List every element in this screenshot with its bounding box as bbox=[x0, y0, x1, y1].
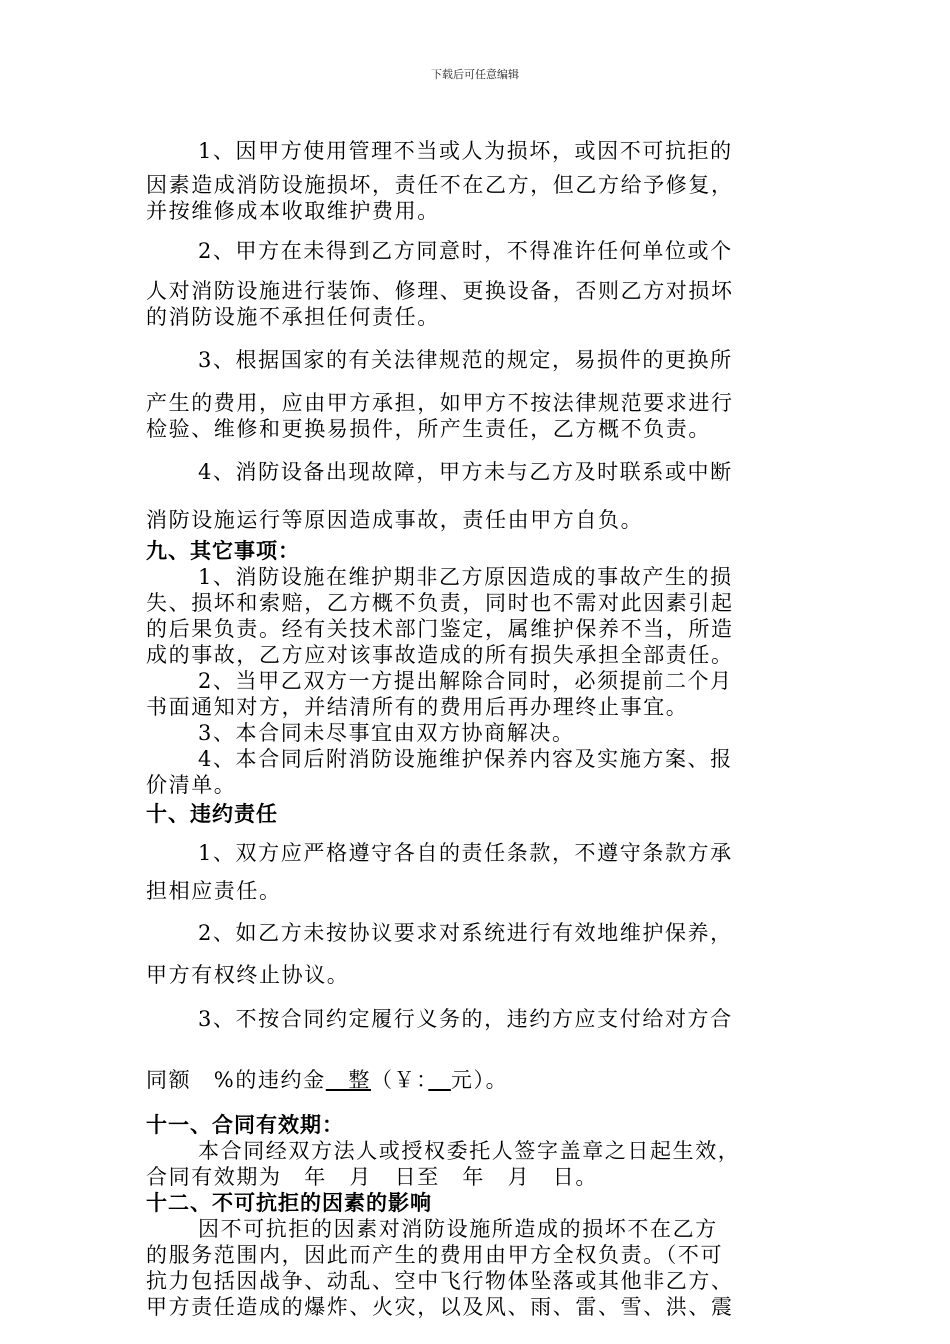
text-line: 甲方责任造成的爆炸、火灾，以及风、雨、雷、雪、洪、震 bbox=[146, 1295, 734, 1319]
section-heading: 十、违约责任 bbox=[146, 801, 278, 826]
penalty-amount-blank: 整 bbox=[325, 1068, 371, 1092]
text-line: 抗力包括因战争、动乱、空中飞行物体坠落或其他非乙方、 bbox=[146, 1269, 734, 1293]
text-line: 产生的费用，应由甲方承担，如甲方不按法律规范要求进行 bbox=[146, 391, 734, 415]
clause-12-1 bbox=[146, 1216, 826, 1320]
clause-10-1 bbox=[146, 830, 826, 906]
text-line: 的服务范围内，因此而产生的费用由甲方全权负责。（不可 bbox=[146, 1243, 724, 1267]
text-line: 2、甲方在未得到乙方同意时，不得准许任何单位或个 bbox=[198, 239, 733, 263]
text-line: 检验、维修和更换易损件，所产生责任，乙方概不负责。 bbox=[146, 417, 711, 441]
clause-10-2 bbox=[146, 906, 826, 990]
text-line: 的后果负责。经有关技术部门鉴定，属维护保养不当，所造 bbox=[146, 617, 734, 641]
text-line bbox=[146, 1048, 826, 1112]
clause-8-4 bbox=[146, 442, 826, 538]
text-line: 1、双方应严格遵守各自的责任条款，不遵守条款方承 bbox=[198, 841, 733, 865]
text-line: 3、根据国家的有关法律规范的规定，易损件的更换所 bbox=[198, 348, 733, 372]
clause-8-1 bbox=[146, 130, 826, 224]
section-heading: 十一、合同有效期： bbox=[146, 1112, 344, 1137]
text-line: 价清单。 bbox=[146, 773, 237, 797]
clause-9-3 bbox=[146, 720, 826, 746]
text-line: 并按维修成本收取维护费用。 bbox=[146, 199, 440, 223]
text-line: 因不可抗拒的因素对消防设施所造成的损坏不在乙方 bbox=[198, 1217, 718, 1241]
clause-9-4 bbox=[146, 746, 826, 798]
document-body bbox=[146, 130, 826, 1320]
clause-9-1 bbox=[146, 564, 826, 668]
text-line: 3、不按合同约定履行义务的，违约方应支付给对方合 bbox=[198, 1007, 733, 1031]
clause-8-2 bbox=[146, 224, 826, 330]
section-heading: 九、其它事项： bbox=[146, 538, 300, 563]
text-line: 1、因甲方使用管理不当或人为损坏，或因不可抗拒的 bbox=[198, 139, 733, 163]
section-heading: 十二、不可抗拒的因素的影响 bbox=[146, 1190, 432, 1215]
text-line: 的消防设施不承担任何责任。 bbox=[146, 305, 440, 329]
text-line: 2、当甲乙双方一方提出解除合同时，必须提前二个月 bbox=[198, 669, 733, 693]
text-line: 因素造成消防设施损坏，责任不在乙方，但乙方给予修复， bbox=[146, 173, 734, 197]
penalty-value-blank bbox=[428, 1068, 451, 1092]
text-line: 失、损坏和索赔，乙方概不负责，同时也不需对此因素引起 bbox=[146, 591, 734, 615]
text-line: 4、消防设备出现故障，甲方未与乙方及时联系或中断 bbox=[198, 460, 733, 484]
text-line: 书面通知对方，并结清所有的费用后再办理终止事宜。 bbox=[146, 695, 689, 719]
penalty-currency-text: （￥： bbox=[370, 1068, 429, 1092]
text-line: 合同有效期为 年 月 日至 年 月 日。 bbox=[146, 1165, 598, 1189]
text-line: 成的事故，乙方应对该事故造成的所有损失承担全部责任。 bbox=[146, 643, 734, 667]
text-line: 4、本合同后附消防设施维护保养内容及实施方案、报 bbox=[198, 747, 733, 771]
text-line: 3、本合同未尽事宜由双方协商解决。 bbox=[198, 721, 575, 745]
clause-11-1 bbox=[146, 1138, 826, 1190]
text-line: 1、消防设施在维护期非乙方原因造成的事故产生的损 bbox=[198, 565, 733, 589]
text-line: 甲方有权终止协议。 bbox=[146, 963, 350, 987]
text-line: 消防设施运行等原因造成事故，责任由甲方自负。 bbox=[146, 508, 644, 532]
text-line: 人对消防设施进行装饰、修理、更换设备，否则乙方对损坏 bbox=[146, 279, 734, 303]
penalty-unit-text: 元）。 bbox=[450, 1068, 509, 1092]
text-line: 2、如乙方未按协议要求对系统进行有效地维护保养， bbox=[198, 921, 733, 945]
text-line: 担相应责任。 bbox=[146, 879, 282, 903]
page-header: 下载后可任意编辑 bbox=[431, 68, 519, 81]
clause-8-3 bbox=[146, 330, 826, 442]
clause-10-3 bbox=[146, 990, 826, 1112]
text-line: 本合同经双方法人或授权委托人签字盖章之日起生效， bbox=[198, 1139, 741, 1163]
penalty-text: 同额 %的违约金 bbox=[146, 1068, 326, 1092]
clause-9-2 bbox=[146, 668, 826, 720]
